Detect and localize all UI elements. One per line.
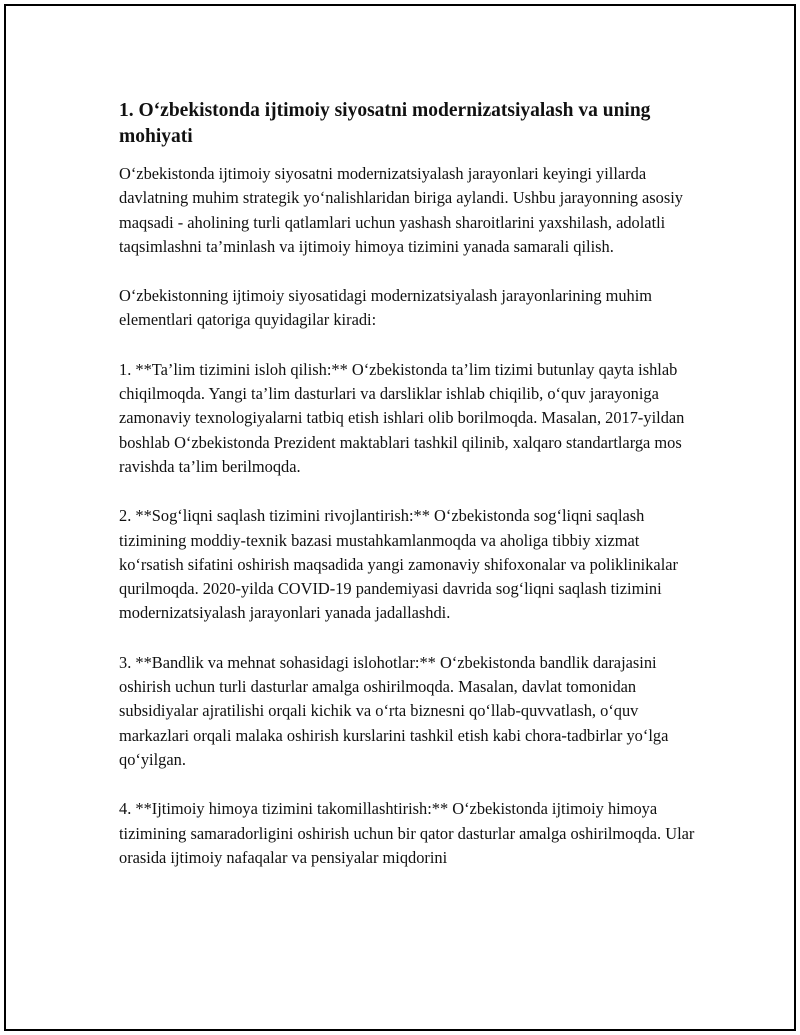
- elements-intro-paragraph: O‘zbekistonning ijtimoiy siyosatidagi modernizatsiyalash jarayonlarining muhim elementlari qatoriga quyidagilar kiradi:: [119, 286, 653, 330]
- employment-reform-paragraph: 3. **Bandlik va mehnat sohasidagi islohotlar:** O‘zbekistonda bandlik darajasini oshirish uchun turli dasturlar amalga oshirilmoqda. Masalan, davlat tomonidan subsidiyalar ajratilishi orqali kichik va o‘rta biznesni qo‘llab-quvvatlash, o‘quv markazlari orqali malaka oshirish kurslarini tashkil etish kabi chora-tadbirlar yo‘lga qo‘yilgan.: [119, 652, 669, 769]
- intro-paragraph: O‘zbekistonda ijtimoiy siyosatni modernizatsiyalash jarayonlari keyingi yillarda davlatning muhim strategik yo‘nalishlaridan biriga aylandi. Ushbu jarayonning asosiy maqsadi - aholining turli qatlamlari uchun yashash sharoitlarini yaxshilash, adolatli taqsimlashni ta’minlash va ijtimoiy himoya tizimini yanada samarali qilish.: [119, 164, 683, 256]
- social-protection-paragraph: 4. **Ijtimoiy himoya tizimini takomillashtirish:** O‘zbekistonda ijtimoiy himoya tizimining samaradorligini oshirish uchun bir qator dasturlar amalga oshirilmoqda. Ular orasida ijtimoiy nafaqalar va pensiyalar miqdorini: [119, 799, 695, 867]
- page-frame: [4, 4, 796, 1031]
- healthcare-paragraph: 2. **Sog‘liqni saqlash tizimini rivojlantirish:** O‘zbekistonda sog‘liqni saqlash tizimining moddiy-texnik bazasi mustahkamlanmoqda va aholiga tibbiy xizmat ko‘rsatish sifatini oshirish maqsadida yangi zamonaviy shifoxonalar va poliklinikalar qurilmoqda. 2020-yilda COVID-19 pandemiyasi davrida sog‘liqni saqlash tizimini modernizatsiyalash jarayonlari yanada jadallashdi.: [119, 506, 678, 623]
- section-heading: 1. O‘zbekistonda ijtimoiy siyosatni modernizatsiyalash va uning mohiyati: [119, 100, 651, 147]
- education-reform-paragraph: 1. **Ta’lim tizimini isloh qilish:** O‘zbekistonda ta’lim tizimi butunlay qayta ishlab chiqilmoqda. Yangi ta’lim dasturlari va darsliklar ishlab chiqilib, o‘quv jarayoniga zamonaviy texnologiyalarni tatbiq etish ishlari olib borilmoqda. Masalan, 2017-yildan boshlab O‘zbekistonda Prezident maktablari tashkil qilinib, xalqaro standartlarga mos ravishda ta’lim berilmoqda.: [119, 359, 685, 476]
- document-body: [119, 98, 699, 895]
